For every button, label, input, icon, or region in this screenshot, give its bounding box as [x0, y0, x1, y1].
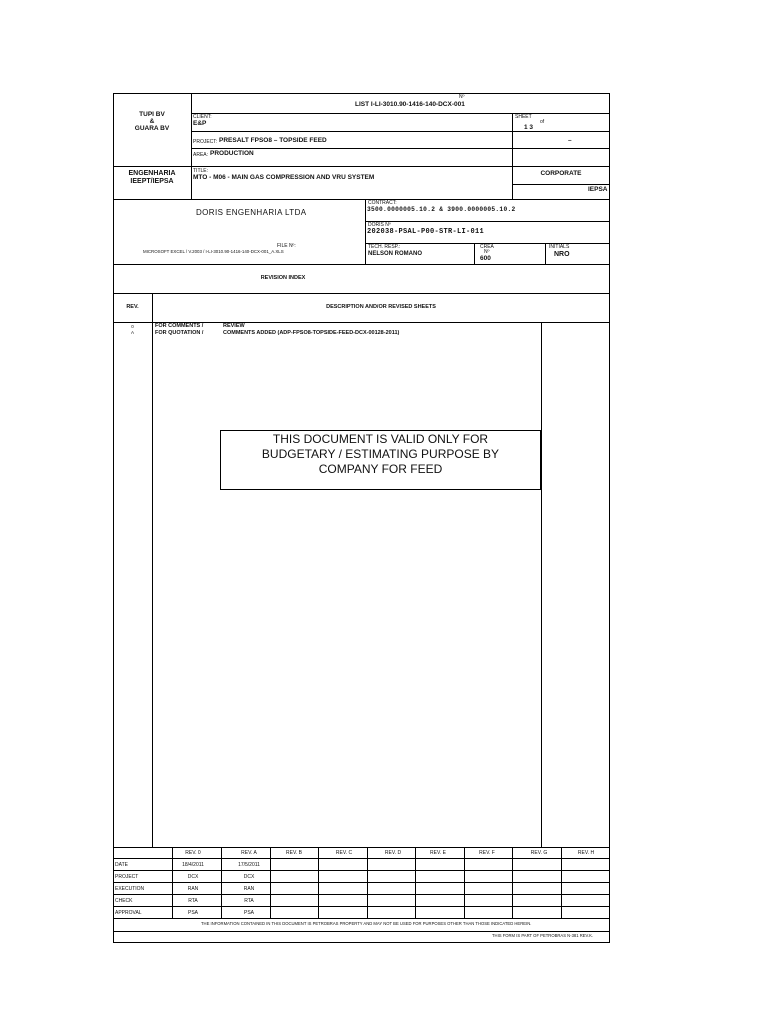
rev-cell: PSA [187, 910, 198, 916]
area-label: AREA: [193, 152, 209, 158]
rev-row-label: APPROVAL [115, 910, 142, 916]
revision-index-title: REVISION INDEX [260, 275, 306, 281]
file-label: FILE Nº: [277, 243, 296, 249]
list-no-label: Nº [459, 94, 465, 100]
footer-line [113, 931, 610, 932]
rev-table-row-check [113, 895, 610, 907]
form-note-text: THIS FORM IS PART OF PETROBRAS N-381 REV.K. [492, 933, 594, 938]
revision-entry-description: COMMENTS ADDED (ADP-FPSO8-TOPSIDE-FEED-DCX-00128-2011) [223, 330, 400, 336]
rev-cell: 18/4/2011 [182, 862, 204, 868]
initials-value: NRO [554, 251, 570, 258]
rev-table-row-approval [113, 907, 610, 919]
rev-row-label: CHECK [115, 898, 133, 904]
revision-index-line [113, 293, 610, 294]
validity-notice-line-2: BUDGETARY / ESTIMATING PURPOSE BY [261, 447, 500, 461]
rev-table-col-divider [561, 847, 562, 919]
doris-no-value: 202038-PSAL-P00-STR-LI-011 [367, 228, 485, 236]
engenharia-line-2: IEEPT/IEPSA [130, 178, 174, 185]
rev-cell: RTA [188, 898, 198, 904]
rev-column-label: REV. G [530, 850, 548, 856]
rev-table-col-divider [221, 847, 222, 919]
company-name-2: GUARA BV [134, 125, 170, 132]
rev-column-label: REV. D [384, 850, 402, 856]
desc-col-divider [541, 322, 542, 847]
revision-entry-description: REVIEW [223, 323, 245, 329]
rev-table-col-divider [415, 847, 416, 919]
tech-resp-value: NELSON ROMANO [368, 251, 422, 257]
company-title: DORIS ENGENHARIA LTDA [196, 208, 307, 217]
rev-column-label: REV. A [241, 850, 257, 856]
crea-value: 600 [480, 255, 491, 262]
contract-label: CONTRACT: [368, 200, 397, 206]
header-line [191, 113, 610, 114]
header-line [113, 166, 610, 167]
file-value: MICROSOFT EXCEL / V.2003 / I-LI-3010.90-1416-140-DCX-001_A.XLS [143, 249, 284, 254]
disclaimer-text: THE INFORMATION CONTAINED IN THIS DOCUMENT IS PETROBRAS PROPERTY AND MAY NOT BE USED FOR PURPOSES OTHER THAN THOSE INDICATED HEREIN. [201, 921, 532, 926]
rev-column-label: REV. H [577, 850, 595, 856]
rev-table-col-divider [270, 847, 271, 919]
header-line [512, 184, 610, 185]
rev-col-divider [152, 293, 153, 847]
rev-table-row-execution [113, 883, 610, 895]
info-divider [545, 243, 546, 264]
rev-table-header-row [113, 847, 610, 859]
revision-entry-purpose: FOR COMMENTS / [155, 323, 204, 329]
rev-cell: DCX [187, 874, 199, 880]
rev-row-label: DATE [115, 862, 128, 868]
engenharia-line-1: ENGENHARIA [128, 170, 176, 177]
doris-no-label: DORIS Nº [368, 222, 391, 228]
tech-resp-label: TECH. RESP.: [368, 244, 401, 250]
header-line [191, 148, 610, 149]
desc-column-header: DESCRIPTION AND/OR REVISED SHEETS [326, 304, 436, 310]
project-value: PRESALT FPSO8 – TOPSIDE FEED [219, 137, 327, 144]
rev-cell: RAN [187, 886, 199, 892]
rev-table-col-divider [512, 847, 513, 919]
rev-column-label: REV. F [479, 850, 495, 856]
area-value: PRODUCTION [210, 150, 254, 157]
rev-cell: 17/5/2011 [238, 862, 260, 868]
rev-column-label: REV. C [335, 850, 353, 856]
rev-table-col-divider [318, 847, 319, 919]
sheet-label: SHEET [515, 114, 532, 120]
info-divider [365, 199, 366, 264]
company-name-ampersand: & [149, 118, 155, 125]
crea-label: CREA [480, 244, 494, 250]
rev-table-col-divider [172, 847, 173, 919]
rev-column-label: REV. 0 [185, 850, 201, 856]
client-label: CLIENT: [193, 114, 212, 120]
title-label: TITLE: [193, 168, 209, 174]
rev-table-row-date [113, 859, 610, 871]
project-label: PROJECT: [193, 139, 218, 145]
sheet-value: 1 3 [524, 124, 534, 131]
corporate-label: CORPORATE [540, 170, 582, 177]
rev-cell: DCX [243, 874, 255, 880]
iepsa-label: IEPSA [588, 186, 608, 193]
info-line [113, 264, 610, 265]
company-name-1: TUPI BV [139, 111, 165, 118]
sheet-of-label: of [540, 119, 545, 125]
client-value: E&P [193, 120, 207, 127]
rev-column-label: REV. E [430, 850, 446, 856]
info-line [365, 221, 610, 222]
rev-cell: RTA [244, 898, 254, 904]
contract-value: 3500.0000005.10.2 & 3900.0000005.10.2 [367, 206, 516, 213]
rev-row-label: EXECUTION [115, 886, 145, 892]
rev-row-label: PROJECT [115, 874, 139, 880]
validity-notice-line-1: THIS DOCUMENT IS VALID ONLY FOR [272, 432, 489, 446]
project-extra: – [568, 137, 572, 144]
validity-notice-line-3: COMPANY FOR FEED [318, 462, 443, 476]
rev-column-header: REV. [126, 304, 139, 310]
revision-entry-rev: A [130, 330, 134, 335]
revision-entry-rev: 0 [131, 324, 134, 329]
info-divider [474, 243, 475, 264]
header-right-divider [512, 113, 513, 199]
rev-table-col-divider [367, 847, 368, 919]
document-title: MTO - M06 - MAIN GAS COMPRESSION AND VRU SYSTEM [193, 174, 375, 181]
header-left-divider [191, 93, 192, 199]
revision-entry-purpose: FOR QUOTATION / [155, 330, 204, 336]
crea-no-label: Nº [484, 249, 490, 255]
rev-table-row-project [113, 871, 610, 883]
initials-label: INITIALS [549, 244, 570, 250]
rev-table-col-divider [464, 847, 465, 919]
header-line [113, 199, 610, 200]
header-line [191, 131, 610, 132]
rev-cell: PSA [243, 910, 254, 916]
rev-cell: RAN [243, 886, 255, 892]
rev-column-label: REV. B [286, 850, 302, 856]
list-number: LIST I-LI-3010.90-1416-140-DCX-001 [355, 101, 465, 108]
